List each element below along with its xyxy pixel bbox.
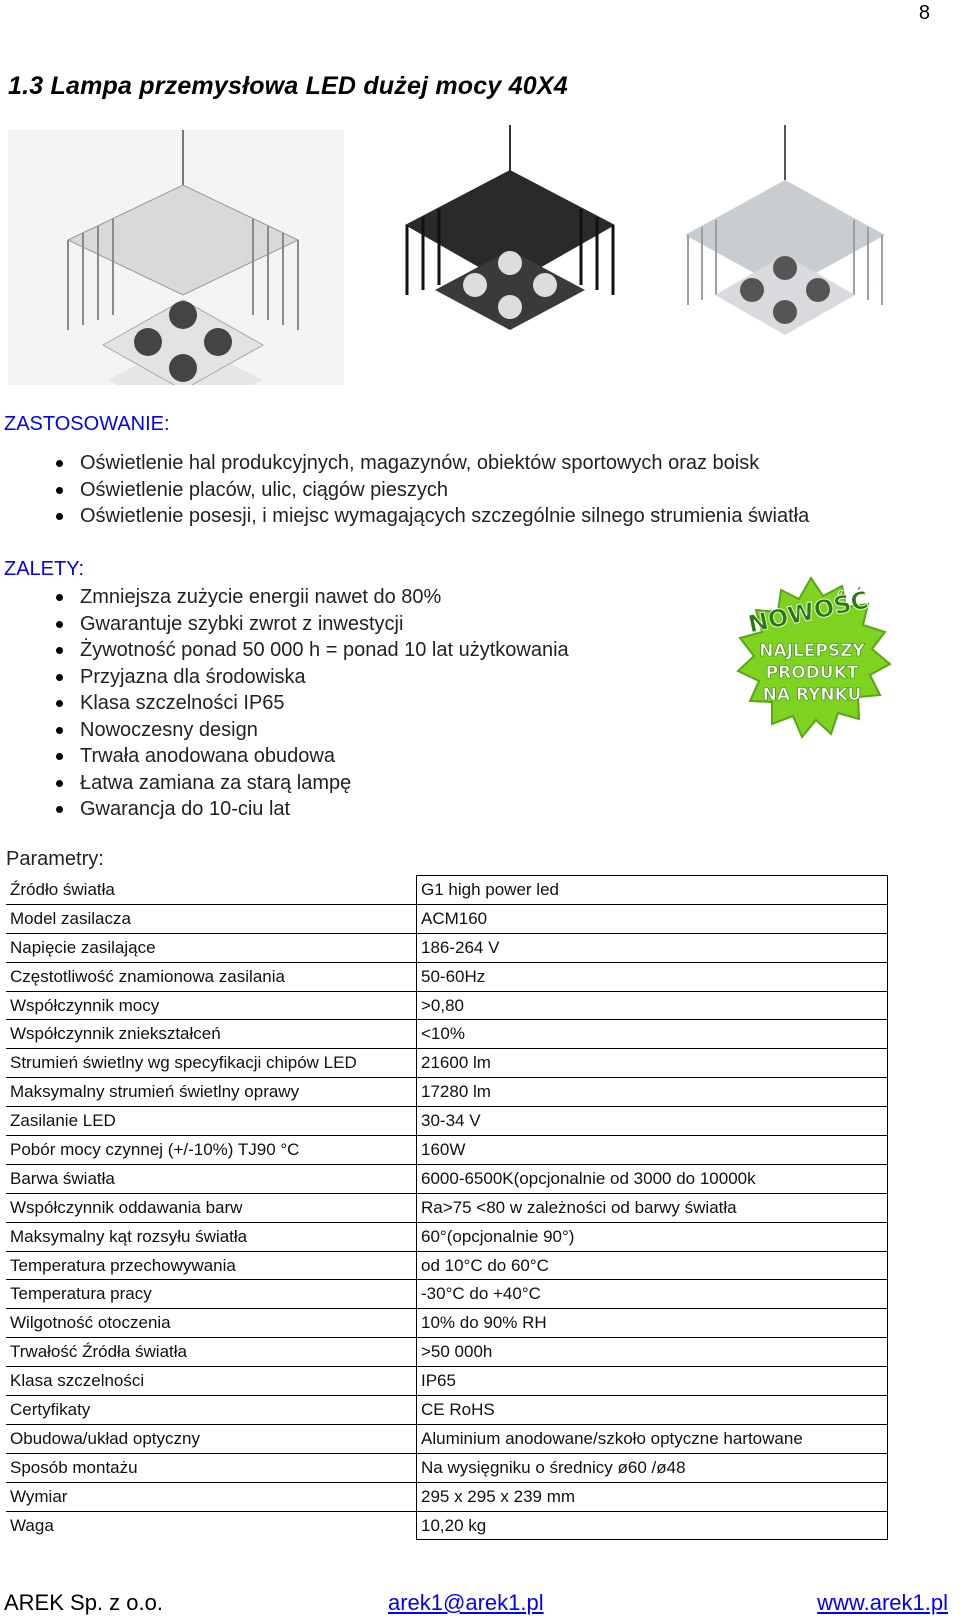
param-value: 6000-6500K(opcjonalnie od 3000 do 10000k (417, 1164, 888, 1193)
table-row (6, 1338, 888, 1367)
table-row (6, 991, 888, 1020)
param-value: <10% (417, 1020, 888, 1049)
param-name: Temperatura pracy (6, 1280, 417, 1309)
list-item: Oświetlenie posesji, i miejsc wymagających szczególnie silnego strumienia światła (0, 503, 809, 530)
param-value: 10% do 90% RH (417, 1309, 888, 1338)
param-name: Klasa szczelności (6, 1367, 417, 1396)
param-name: Źródło światła (6, 876, 417, 905)
page-title: 1.3 Lampa przemysłowa LED dużej mocy 40X4 (8, 72, 568, 100)
footer-email-link[interactable]: arek1@arek1.pl (388, 1590, 544, 1615)
zalety-heading: ZALETY: (4, 558, 85, 580)
table-row (6, 1222, 888, 1251)
param-name: Maksymalny strumień świetlny oprawy (6, 1078, 417, 1107)
param-name: Temperatura przechowywania (6, 1251, 417, 1280)
badge-line-3: PRODUKT (765, 663, 859, 683)
list-item: Oświetlenie hal produkcyjnych, magazynów, obiektów sportowych oraz boisk (0, 450, 809, 477)
param-name: Napięcie zasilające (6, 933, 417, 962)
param-name: Trwałość Źródła światła (6, 1338, 417, 1367)
param-value: -30°C do +40°C (417, 1280, 888, 1309)
footer-company: AREK Sp. z o.o. (4, 1590, 163, 1615)
table-row (6, 1164, 888, 1193)
param-value: 295 x 295 x 239 mm (417, 1482, 888, 1511)
param-value: >0,80 (417, 991, 888, 1020)
page-number: 8 (918, 2, 930, 24)
param-name: Wymiar (6, 1482, 417, 1511)
table-row (6, 962, 888, 991)
table-row (6, 1367, 888, 1396)
zastosowanie-heading: ZASTOSOWANIE: (4, 413, 170, 435)
table-row (6, 1453, 888, 1482)
param-name: Współczynnik mocy (6, 991, 417, 1020)
table-row (6, 1078, 888, 1107)
table-row (6, 1136, 888, 1165)
param-value: 30-34 V (417, 1107, 888, 1136)
zastosowanie-list (0, 450, 809, 530)
param-name: Obudowa/układ optyczny (6, 1424, 417, 1453)
badge-line-1: NOWOŚĆ (745, 585, 872, 639)
param-value: od 10°C do 60°C (417, 1251, 888, 1280)
param-value: 21600 lm (417, 1049, 888, 1078)
list-item: Oświetlenie placów, ulic, ciągów pieszych (0, 477, 809, 504)
zalety-list (0, 584, 569, 823)
new-product-badge (720, 572, 902, 752)
table-row (6, 1309, 888, 1338)
param-name: Częstotliwość znamionowa zasilania (6, 962, 417, 991)
list-item: Zmniejsza zużycie energii nawet do 80% (0, 584, 569, 611)
param-name: Maksymalny kąt rozsyłu światła (6, 1222, 417, 1251)
table-row (6, 1424, 888, 1453)
table-row (6, 1193, 888, 1222)
parameters-table (6, 875, 888, 1540)
table-row (6, 876, 888, 905)
list-item: Klasa szczelności IP65 (0, 690, 569, 717)
list-item: Przyjazna dla środowiska (0, 664, 569, 691)
param-value: >50 000h (417, 1338, 888, 1367)
param-name: Współczynnik oddawania barw (6, 1193, 417, 1222)
param-value: 186-264 V (417, 933, 888, 962)
badge-line-2: NAJLEPSZY (759, 641, 865, 661)
table-row (6, 1482, 888, 1511)
param-name: Barwa światła (6, 1164, 417, 1193)
parameters-label: Parametry: (6, 848, 104, 870)
lamp-image-grey (680, 125, 890, 350)
param-name: Waga (6, 1511, 417, 1540)
param-name: Wilgotność otoczenia (6, 1309, 417, 1338)
param-name: Model zasilacza (6, 904, 417, 933)
list-item: Nowoczesny design (0, 717, 569, 744)
param-value: 10,20 kg (417, 1511, 888, 1540)
param-value: 17280 lm (417, 1078, 888, 1107)
table-row (6, 1107, 888, 1136)
param-value: Na wysięgniku o średnicy ø60 /ø48 (417, 1453, 888, 1482)
badge-line-4: NA RYNKU (762, 685, 862, 705)
param-value: Aluminium anodowane/szkoło optyczne hartowane (417, 1424, 888, 1453)
list-item: Żywotność ponad 50 000 h = ponad 10 lat użytkowania (0, 637, 569, 664)
param-value: G1 high power led (417, 876, 888, 905)
list-item: Gwarancja do 10-ciu lat (0, 796, 569, 823)
param-value: 60°(opcjonalnie 90°) (417, 1222, 888, 1251)
table-row (6, 1511, 888, 1540)
param-name: Współczynnik zniekształceń (6, 1020, 417, 1049)
list-item: Gwarantuje szybki zwrot z inwestycji (0, 611, 569, 638)
param-name: Zasilanie LED (6, 1107, 417, 1136)
param-value: 50-60Hz (417, 962, 888, 991)
table-row (6, 1396, 888, 1425)
table-row (6, 1251, 888, 1280)
param-value: IP65 (417, 1367, 888, 1396)
param-name: Strumień świetlny wg specyfikacji chipów LED (6, 1049, 417, 1078)
param-name: Pobór mocy czynnej (+/-10%) TJ90 °C (6, 1136, 417, 1165)
param-value: 160W (417, 1136, 888, 1165)
param-value: ACM160 (417, 904, 888, 933)
table-row (6, 933, 888, 962)
list-item: Trwała anodowana obudowa (0, 743, 569, 770)
lamp-image-silver (8, 130, 344, 385)
table-row (6, 1280, 888, 1309)
lamp-image-black (395, 125, 620, 345)
list-item: Łatwa zamiana za starą lampę (0, 770, 569, 797)
param-value: CE RoHS (417, 1396, 888, 1425)
footer-website-link[interactable]: www.arek1.pl (817, 1590, 948, 1615)
param-name: Certyfikaty (6, 1396, 417, 1425)
table-row (6, 904, 888, 933)
table-row (6, 1020, 888, 1049)
table-row (6, 1049, 888, 1078)
param-value: Ra>75 <80 w zależności od barwy światła (417, 1193, 888, 1222)
param-name: Sposób montażu (6, 1453, 417, 1482)
